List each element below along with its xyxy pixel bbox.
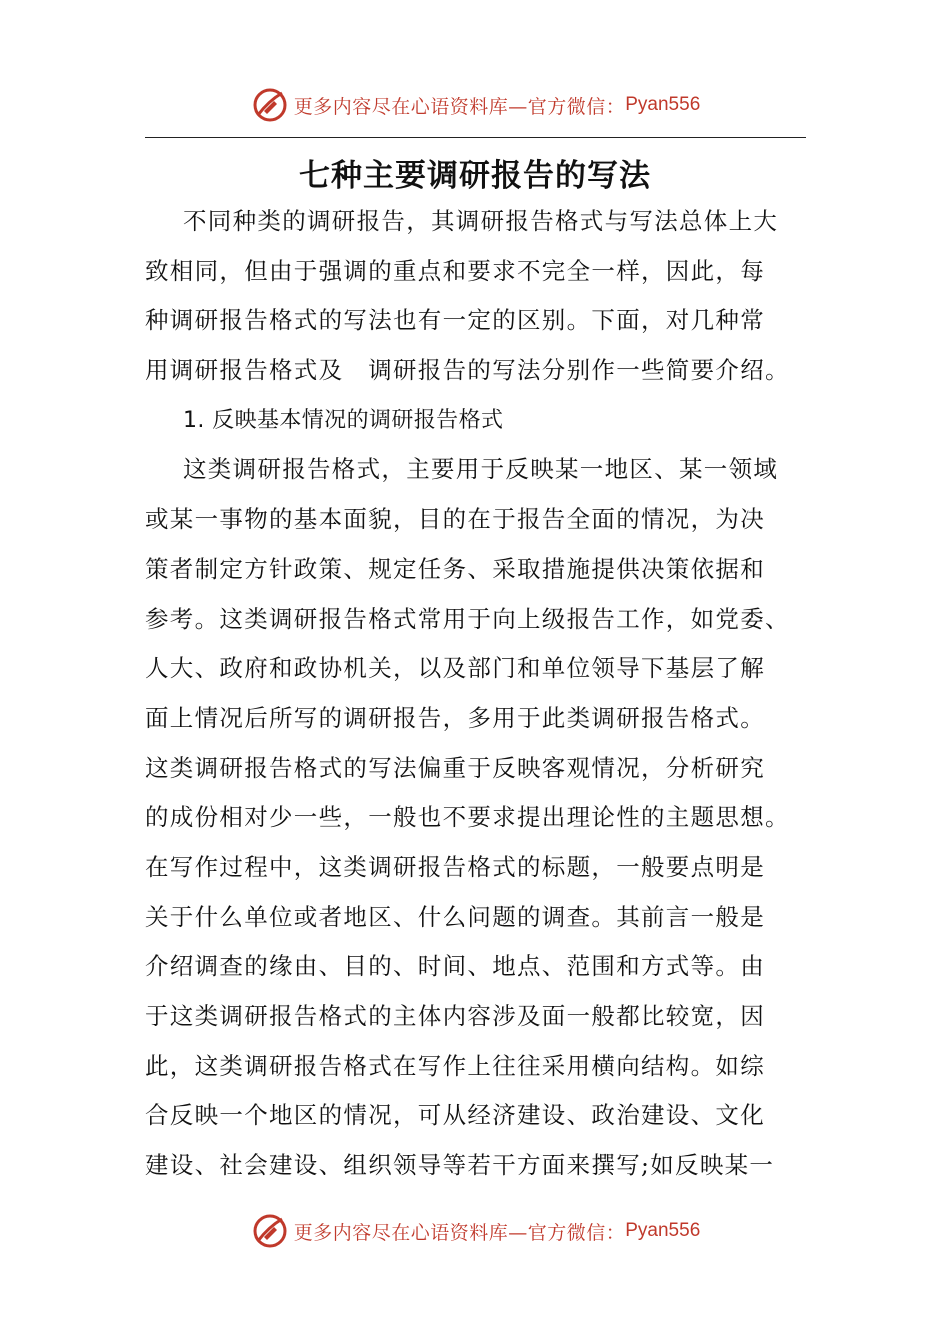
header-banner	[0, 82, 950, 128]
body-line: 人大、政府和政协机关，以及部门和单位领导下基层了解	[145, 654, 765, 683]
body-line: 在写作过程中，这类调研报告格式的标题，一般要点明是	[145, 852, 765, 881]
body-line: 此，这类调研报告格式在写作上往往采用横向结构。如综	[145, 1051, 765, 1080]
body-line: 面上情况后所写的调研报告，多用于此类调研报告格式。	[145, 703, 765, 732]
body-line: 建设、社会建设、组织领导等若干方面来撰写;如反映某一	[145, 1151, 775, 1180]
page-title: 七种主要调研报告的写法	[299, 158, 651, 194]
body-line: 或某一事物的基本面貌，目的在于报告全面的情况，为决	[145, 505, 765, 534]
body-line: 参考。这类调研报告格式常用于向上级报告工作，如党委、	[145, 604, 790, 633]
body-line: 关于什么单位或者地区、什么问题的调查。其前言一般是	[145, 902, 765, 931]
body-line: 合反映一个地区的情况，可从经济建设、政治建设、文化	[145, 1101, 765, 1130]
banner-text: 更多内容尽在心语资料库—官方微信：	[293, 1221, 626, 1244]
body-line: 策者制定方针政策、规定任务、采取措施提供决策依据和	[145, 554, 765, 583]
body-line: 用调研报告格式及 调研报告的写法分别作一些简要介绍。	[145, 356, 790, 385]
body-line: 不同种类的调研报告，其调研报告格式与写法总体上大	[183, 207, 779, 235]
banner-wechat-id: Pyan556	[625, 94, 701, 115]
body-line: 致相同，但由于强调的重点和要求不完全一样，因此，每	[145, 256, 765, 285]
document-body	[145, 197, 797, 1191]
pen-logo-icon	[250, 85, 290, 125]
banner-text: 更多内容尽在心语资料库—官方微信：	[293, 95, 626, 118]
body-line: 于这类调研报告格式的主体内容涉及面一般都比较宽，因	[145, 1002, 765, 1030]
section-heading: 1. 反映基本情况的调研报告格式	[183, 407, 504, 433]
pen-logo-icon	[250, 1211, 290, 1251]
body-line: 的成份相对少一些，一般也不要求提出理论性的主题思想。	[145, 803, 790, 832]
body-line: 介绍调查的缘由、目的、时间、地点、范围和方式等。由	[145, 952, 765, 981]
body-line: 这类调研报告格式的写法偏重于反映客观情况，分析研究	[145, 753, 765, 782]
body-line: 这类调研报告格式，主要用于反映某一地区、某一领域	[183, 455, 779, 484]
banner-wechat-id: Pyan556	[625, 1220, 701, 1241]
body-line: 种调研报告格式的写法也有一定的区别。下面，对几种常	[145, 306, 765, 335]
header-divider	[145, 137, 806, 138]
footer-banner	[0, 1208, 950, 1254]
